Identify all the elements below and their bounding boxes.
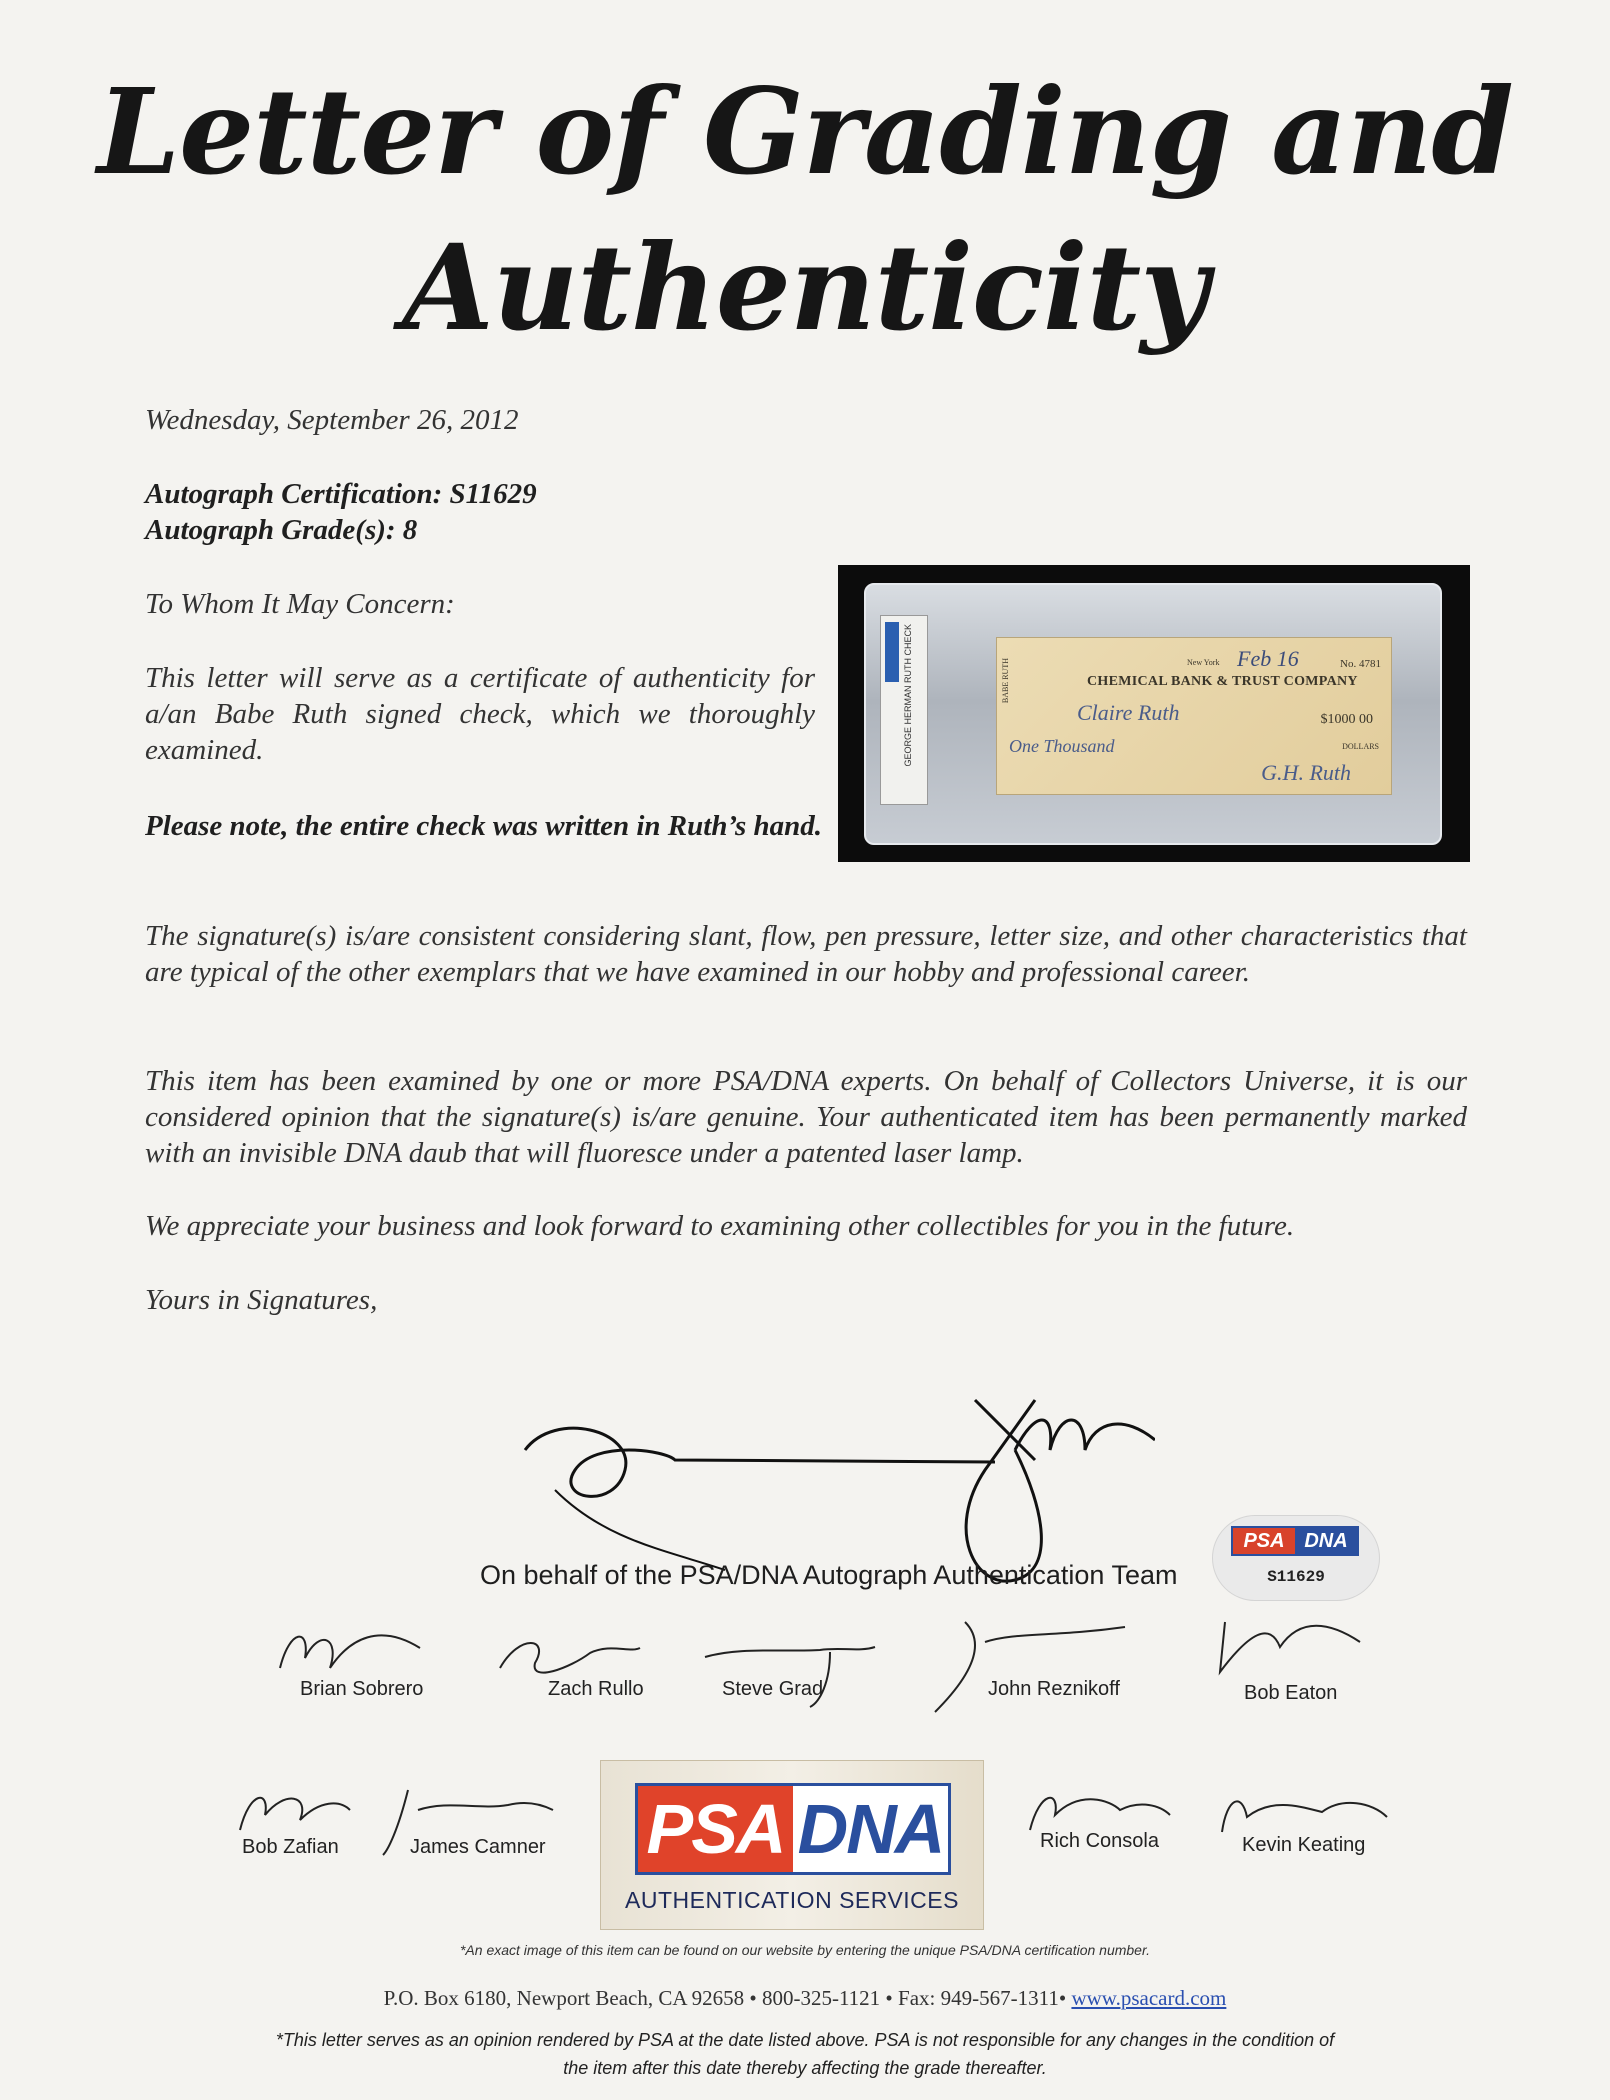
letter-title-line2: Authenticity (402, 218, 1208, 357)
staff-name: John Reznikoff (988, 1678, 1120, 1700)
paragraph-examination: This item has been examined by one or more PSA/DNA experts. On behalf of Collectors Universe, it is our considered opinion that the signature(s) is/are genuine. Your authenticated item has been permanently marked with an invisible DNA daub that will fluoresce under a patented laser lamp. (145, 1065, 1467, 1169)
disclaimer (160, 2026, 1450, 2082)
staff-name: Steve Grad (722, 1678, 824, 1700)
sticker-dna: DNA (1295, 1528, 1357, 1554)
staff-name: Zach Rullo (548, 1678, 644, 1700)
staff-name: Bob Zafian (242, 1836, 339, 1858)
signature-kevin-keating (1212, 1782, 1392, 1842)
letter-title-line1: Letter of Grading and (97, 62, 1513, 201)
label-text: GEORGE HERMAN RUTH CHECK (903, 624, 913, 767)
staff-name: James Camner (410, 1836, 546, 1858)
paragraph-thanks: We appreciate your business and look forward to examining other collectibles for you in the future. (145, 1210, 1295, 1242)
slab-holder (864, 583, 1442, 845)
footnote: *An exact image of this item can be found on our website by entering the unique PSA/DNA certification number. (459, 1942, 1150, 1958)
sticker-cert-number: S11629 (1267, 1568, 1325, 1586)
paragraph-note: Please note, the entire check was written in Ruth’s hand. (145, 810, 822, 842)
signature-bob-zafian (230, 1780, 360, 1840)
check-side-text: BABE RUTH (1001, 658, 1010, 704)
address-line (0, 1986, 1610, 2011)
address-text: P.O. Box 6180, Newport Beach, CA 92658 • 800-325-1121 • Fax: 949-567-1311• (383, 1986, 1067, 2010)
certification-sticker (1212, 1515, 1380, 1601)
website-link[interactable]: www.psacard.com (1071, 1986, 1227, 2010)
team-line: On behalf of the PSA/DNA Autograph Authentication Team (480, 1560, 1178, 1590)
check-date: Feb 16 (1237, 646, 1299, 671)
sticker-psa: PSA (1233, 1528, 1295, 1554)
check-number: No. 4781 (1340, 658, 1381, 670)
check-written-amount: One Thousand (1009, 736, 1115, 756)
logo-dna-text: DNA (793, 1786, 948, 1872)
check-signature: G.H. Ruth (1261, 760, 1351, 785)
check-place: New York (1187, 658, 1220, 667)
disclaimer-line2: the item after this date thereby affecting the grade thereafter. (563, 2058, 1047, 2078)
autograph-grade: Autograph Grade(s): 8 (145, 514, 418, 546)
logo-psa-text: PSA (638, 1786, 793, 1872)
check-image (996, 637, 1392, 795)
closing: Yours in Signatures, (145, 1284, 378, 1316)
check-dollars-label: DOLLARS (1342, 742, 1379, 751)
signature-john-reznikoff (925, 1612, 1145, 1722)
staff-name: Kevin Keating (1242, 1834, 1366, 1856)
disclaimer-line1: *This letter serves as an opinion rendered by PSA at the date listed above. PSA is not responsible for any changes in the condition of (275, 2030, 1335, 2050)
check-amount: $1000 00 (1320, 712, 1373, 727)
letter-date: Wednesday, September 26, 2012 (145, 404, 519, 436)
check-slab-photo (838, 565, 1470, 862)
staff-name: Rich Consola (1040, 1830, 1159, 1852)
check-bank: CHEMICAL BANK & TRUST COMPANY (1087, 674, 1358, 689)
logo-subtitle: AUTHENTICATION SERVICES (625, 1887, 959, 1913)
sticker-logo (1231, 1526, 1359, 1556)
signature-bob-eaton (1210, 1612, 1370, 1682)
check-payee: Claire Ruth (1077, 700, 1180, 725)
paragraph-intro: This letter will serve as a certificate of authenticity for a/an Babe Ruth signed check, which we thoroughly examined. (145, 662, 815, 766)
staff-name: Brian Sobrero (300, 1678, 424, 1700)
logo-mark (635, 1783, 951, 1875)
staff-name: Bob Eaton (1244, 1682, 1338, 1704)
salutation: To Whom It May Concern: (145, 588, 455, 620)
paragraph-consistency: The signature(s) is/are consistent considering slant, flow, pen pressure, letter size, and other characteristics that are typical of the other exemplars that we have examined in our hobby and professional career. (145, 920, 1467, 988)
certification-number: Autograph Certification: S11629 (145, 478, 537, 510)
psa-dna-logo (600, 1760, 984, 1930)
label-strip (885, 622, 899, 682)
slab-label (880, 615, 928, 805)
